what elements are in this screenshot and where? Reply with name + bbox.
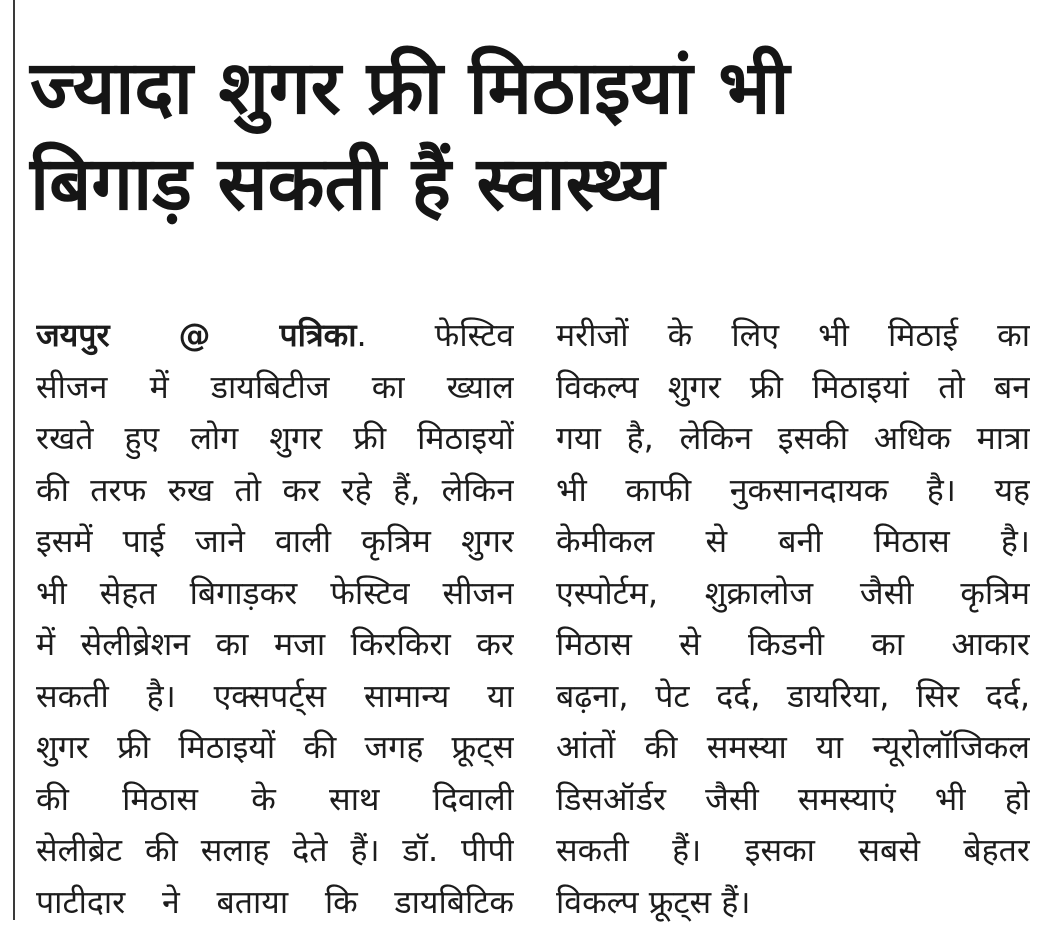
body-line — [36, 310, 514, 362]
body-line: शुगर फ्री मिठाइयों की जगह फ्रूट्स — [36, 728, 514, 766]
body-line: डिसऑर्डर जैसी समस्याएं भी हो — [556, 779, 1030, 818]
body-line: आंतों की समस्या या न्यूरोलॉजिकल — [556, 728, 1030, 766]
body-line: मिठास से किडनी का आकार — [556, 625, 1030, 663]
body-line: रखते हुए लोग शुगर फ्री मिठाइयों — [36, 419, 514, 457]
body-line: मरीजों के लिए भी मिठाई का — [556, 316, 1030, 354]
article-column-right — [556, 310, 1030, 928]
body-line-text: . फेस्टिव — [356, 316, 514, 354]
body-line: विकल्प फ्रूट्स हैं। — [556, 882, 751, 921]
headline — [30, 40, 1040, 232]
body-line: इसमें पाई जाने वाली कृत्रिम शुगर — [36, 522, 514, 560]
body-line: में सेलीब्रेशन का मजा किरकिरा कर — [36, 625, 514, 663]
body-line: केमीकल से बनी मिठास है। — [556, 522, 1030, 560]
headline-line-2: बिगाड़ सकती हैं स्वास्थ्य — [30, 141, 665, 227]
column-rule — [13, 0, 15, 920]
dateline: जयपुर @ पत्रिका — [36, 316, 357, 354]
body-line: गया है, लेकिन इसकी अधिक मात्रा — [556, 419, 1030, 457]
body-line: सकती हैं। इसका सबसे बेहतर — [556, 831, 1030, 869]
body-line: विकल्प शुगर फ्री मिठाइयां तो बन — [556, 367, 1030, 406]
body-line: की तरफ रुख तो कर रहे हैं, लेकिन — [36, 470, 514, 509]
headline-line-1: ज्यादा शुगर फ्री मिठाइयां भी — [30, 45, 790, 131]
body-line: बढ़ना, पेट दर्द, डायरिया, सिर दर्द, — [556, 676, 1030, 715]
body-line: पाटीदार ने बताया कि डायबिटिक — [36, 882, 514, 921]
article-column-left — [36, 310, 514, 928]
body-line: एस्पोर्टम, शुक्रालोज जैसी कृत्रिम — [556, 573, 1030, 612]
body-line: सीजन में डायबिटीज का ख्याल — [36, 367, 514, 406]
body-line: सेलीब्रेट की सलाह देते हैं। डॉ. पीपी — [36, 831, 514, 869]
body-line: भी काफी नुकसानदायक है। यह — [556, 470, 1030, 509]
body-line: सकती है। एक्सपर्ट्स सामान्य या — [36, 676, 514, 715]
body-line: भी सेहत बिगाड़कर फेस्टिव सीजन — [36, 573, 514, 612]
body-line: की मिठास के साथ दिवाली — [36, 779, 514, 818]
